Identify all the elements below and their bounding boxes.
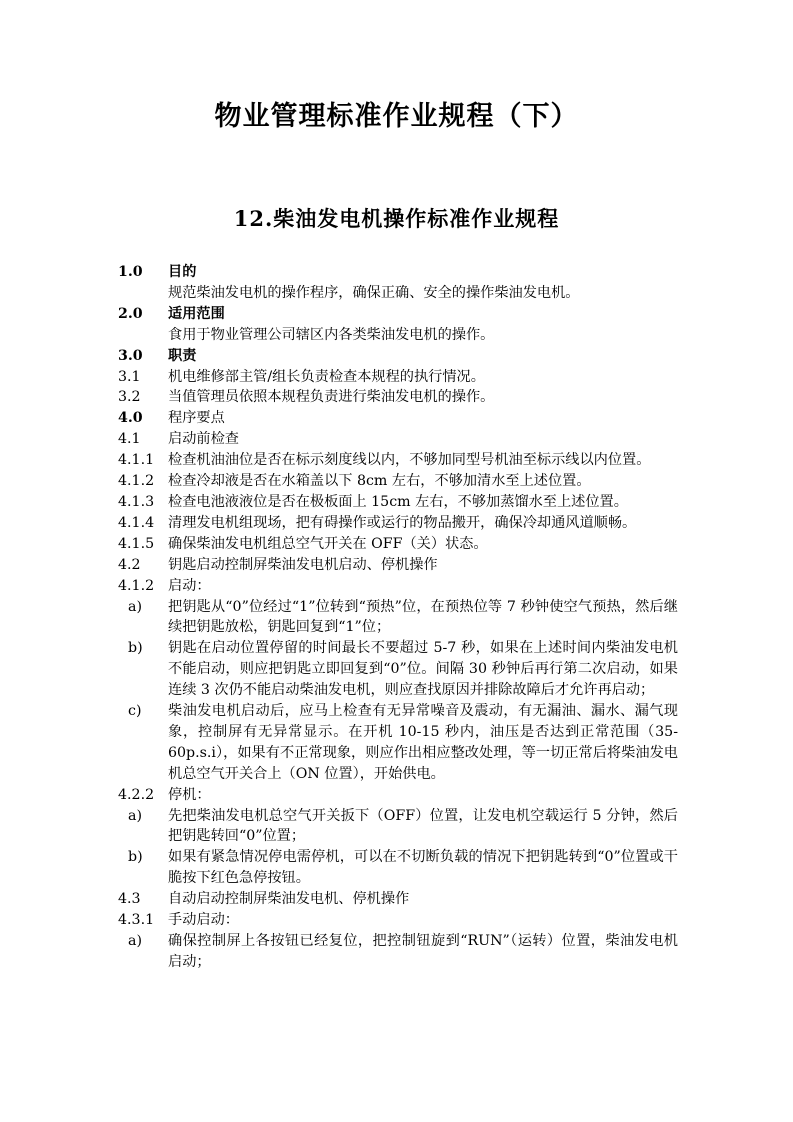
section-title: 12.柴油发电机操作标准作业规程 <box>233 206 560 231</box>
section-heading: 职责 <box>168 347 197 364</box>
paragraph-text: 钥匙在启动位置停留的时间最长不要超过 5-7 秒，如果在上述时间内柴油发电机不能启动，则应把钥匙立即回复到“0”位。间隔 30 秒钟后再行第二次启动，如果连续 3 次仍不能启动柴油发电机，则应查找原因并排除故障后才允许再启动； <box>168 640 678 699</box>
paragraph-text: 食用于物业管理公司辖区内各类柴油发电机的操作。 <box>168 326 495 343</box>
paragraph-text: 如果有紧急情况停电需停机，可以在不切断负载的情况下把钥匙转到“0”位置或干脆按下红色急停按钮。 <box>168 849 678 887</box>
paragraph-row <box>118 492 678 513</box>
paragraph-number: 2.0 <box>118 305 143 322</box>
paragraph-text: 检查机油油位是否在标示刻度线以内，不够加同型号机油至标示线以内位置。 <box>168 452 651 469</box>
paragraph-row <box>118 262 678 283</box>
paragraph-text: 自动启动控制屏柴油发电机、停机操作 <box>168 891 410 908</box>
paragraph-row <box>118 785 678 806</box>
paragraph-number: 4.3.1 <box>118 912 155 929</box>
paragraph-row <box>118 429 678 450</box>
paragraph-number: 4.1.2 <box>118 577 155 594</box>
paragraph-text: 柴油发电机启动后，应马上检查有无异常噪音及震动，有无漏油、漏水、漏气现象，控制屏有无异常显示。在开机 10-15 秒内，油压是否达到正常范围（35-60p.s.i），如果有不正常现象，则应作出相应整改处理，等一切正常后将柴油发电机总空气开关合上（ON 位置），开始供电。 <box>168 703 678 782</box>
paragraph-text: 启动前检查 <box>168 431 239 448</box>
paragraph-number: 4.2 <box>118 556 141 573</box>
paragraph-number: b) <box>128 640 143 657</box>
paragraph-row <box>118 513 678 534</box>
paragraph-row <box>118 534 678 555</box>
paragraph-text: 钥匙启动控制屏柴油发电机启动、停机操作 <box>168 556 438 573</box>
paragraph-text: 启动： <box>168 577 211 594</box>
paragraph-number: 3.0 <box>118 347 143 364</box>
paragraph-number: 3.1 <box>118 368 141 385</box>
paragraph-text: 停机： <box>168 786 211 803</box>
paragraph-text: 当值管理员依照本规程负责进行柴油发电机的操作。 <box>168 389 495 406</box>
paragraph-row <box>118 701 678 785</box>
paragraph-number: 4.1 <box>118 431 141 448</box>
paragraph-row <box>118 889 678 910</box>
paragraph-text: 清理发电机组现场，把有碍操作或运行的物品搬开，确保冷却通风道顺畅。 <box>168 514 637 531</box>
paragraph-number: b) <box>128 849 143 866</box>
document-body <box>118 262 678 973</box>
paragraph-text: 机电维修部主管/组长负责检查本规程的执行情况。 <box>168 368 485 385</box>
paragraph-text: 确保柴油发电机组总空气开关在 OFF（关）状态。 <box>168 535 488 552</box>
paragraph-number: c) <box>128 703 142 720</box>
paragraph-number: 4.1.1 <box>118 452 155 469</box>
paragraph-text: 规范柴油发电机的操作程序，确保正确、安全的操作柴油发电机。 <box>168 284 580 301</box>
paragraph-row <box>118 471 678 492</box>
paragraph-number: a) <box>128 598 142 615</box>
paragraph-text: 确保控制屏上各按钮已经复位，把控制钮旋到“RUN”（运转）位置，柴油发电机启动； <box>168 933 678 970</box>
paragraph-row <box>118 576 678 597</box>
paragraph-row <box>118 597 678 639</box>
paragraph-row <box>118 555 678 576</box>
paragraph-row <box>118 450 678 471</box>
section-heading: 适用范围 <box>168 305 225 322</box>
paragraph-number: a) <box>128 933 142 949</box>
document-title: 物业管理标准作业规程（下） <box>214 101 579 132</box>
paragraph-number: 4.1.4 <box>118 514 155 531</box>
paragraph-row <box>118 910 678 931</box>
paragraph-number: 4.1.2 <box>118 473 155 490</box>
paragraph-text: 把钥匙从“0”位经过“1”位转到“预热”位，在预热位等 7 秒钟使空气预热，然后继续把钥匙放松，钥匙回复到“1”位； <box>168 598 678 636</box>
paragraph-text: 检查冷却液是否在水箱盖以下 8cm 左右，不够加清水至上述位置。 <box>168 473 591 490</box>
paragraph-number: 1.0 <box>118 264 143 280</box>
paragraph-row <box>118 931 678 973</box>
paragraph-row <box>118 304 678 325</box>
paragraph-row <box>118 408 678 429</box>
paragraph-text: 先把柴油发电机总空气开关扳下（OFF）位置，让发电机空载运行 5 分钟，然后把钥匙转回“0”位置； <box>168 807 678 845</box>
paragraph-number: 4.0 <box>118 410 143 427</box>
paragraph-row <box>118 367 678 388</box>
paragraph-number <box>118 325 168 346</box>
paragraph-number: 4.1.5 <box>118 535 155 552</box>
paragraph-number: 3.2 <box>118 389 141 406</box>
paragraph-number: 4.1.3 <box>118 493 155 510</box>
paragraph-text: 程序要点 <box>168 410 225 427</box>
paragraph-row <box>118 283 678 304</box>
paragraph-row <box>118 638 678 701</box>
paragraph-number <box>118 283 168 304</box>
paragraph-row <box>118 325 678 346</box>
paragraph-row <box>118 806 678 848</box>
paragraph-row <box>118 387 678 408</box>
paragraph-text: 手动启动： <box>168 912 239 929</box>
paragraph-text: 检查电池液液位是否在极板面上 15cm 左右，不够加蒸馏水至上述位置。 <box>168 493 628 510</box>
paragraph-number: 4.2.2 <box>118 786 155 803</box>
paragraph-number: a) <box>128 807 142 824</box>
paragraph-row <box>118 346 678 367</box>
paragraph-number: 4.3 <box>118 891 141 908</box>
paragraph-row <box>118 847 678 889</box>
section-heading: 目的 <box>168 264 197 280</box>
